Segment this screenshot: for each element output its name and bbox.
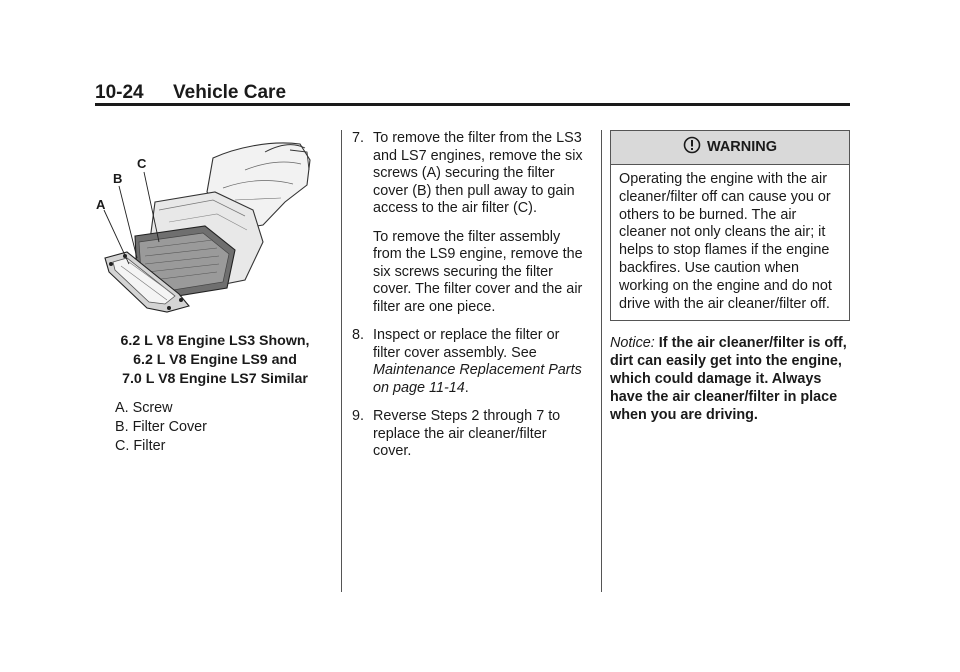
header-rule (95, 103, 850, 106)
period: . (464, 379, 469, 396)
warning-title: WARNING (706, 138, 778, 155)
step-8 (352, 327, 588, 397)
legend-item-filter: C. Filter (115, 438, 166, 454)
step-7-paragraph-2: To remove the filter assembly from the LS9 engine, remove the six screws securing the filter cover. The filter cover and the air filter are one piece. (373, 228, 583, 315)
notice-block (610, 335, 850, 424)
caption-line: 6.2 L V8 Engine LS9 and (133, 352, 297, 368)
caption-line: 7.0 L V8 Engine LS7 Similar (122, 371, 308, 387)
warning-column (610, 130, 850, 424)
legend-item-screw: A. Screw (115, 400, 173, 416)
callout-b: B (113, 171, 123, 186)
cross-reference-link[interactable]: Maintenance Replacement Parts on page 11-14 (373, 362, 582, 396)
step-7-paragraph-1: To remove the filter from the LS3 and LS7 engines, remove the six screws (A) securing the filter cover (B) then pull away to gain access to the air filter (C). (373, 130, 583, 216)
notice-label: Notice: (610, 335, 655, 352)
callout-a: A (96, 197, 106, 212)
step-8-paragraph (373, 327, 588, 397)
air-filter-illustration (95, 130, 335, 320)
column-divider-1 (341, 130, 342, 592)
page-number: 10-24 (95, 82, 144, 103)
step-number: 9. (352, 408, 365, 424)
figure-column (95, 130, 335, 456)
warning-box (610, 130, 850, 321)
steps-column (352, 130, 588, 472)
alert-icon (683, 136, 701, 160)
step-8-text: Inspect or replace the filter or filter cover assembly. (373, 327, 560, 361)
column-divider-2 (601, 130, 602, 592)
section-title: Vehicle Care (173, 82, 287, 103)
see-label: See (511, 344, 537, 361)
step-9 (352, 408, 588, 461)
step-number: 8. (352, 327, 365, 343)
step-9-text: Reverse Steps 2 through 7 to replace the air cleaner/filter cover. (373, 408, 561, 459)
warning-text: Operating the engine with the air cleaner/filter off can cause you or others to be burned. The air cleaner not only cleans the air; it helps to stop flames if the engine backfires. Use caution when working on the engine and do not drive with the air cleaner/filter off. (619, 171, 832, 312)
legend-item-filter-cover: B. Filter Cover (115, 419, 207, 435)
figure-caption (95, 332, 335, 389)
air-filter-drawing (95, 130, 335, 320)
caption-line: 6.2 L V8 Engine LS3 Shown, (120, 333, 310, 349)
notice-text: If the air cleaner/filter is off, dirt can easily get into the engine, which could damage it. Always have the air cleaner/filter in place when you are driving. (610, 335, 847, 423)
step-7 (352, 130, 588, 316)
callout-c: C (137, 156, 147, 171)
warning-header (611, 131, 849, 165)
step-number: 7. (352, 130, 365, 146)
figure-legend (95, 399, 335, 456)
